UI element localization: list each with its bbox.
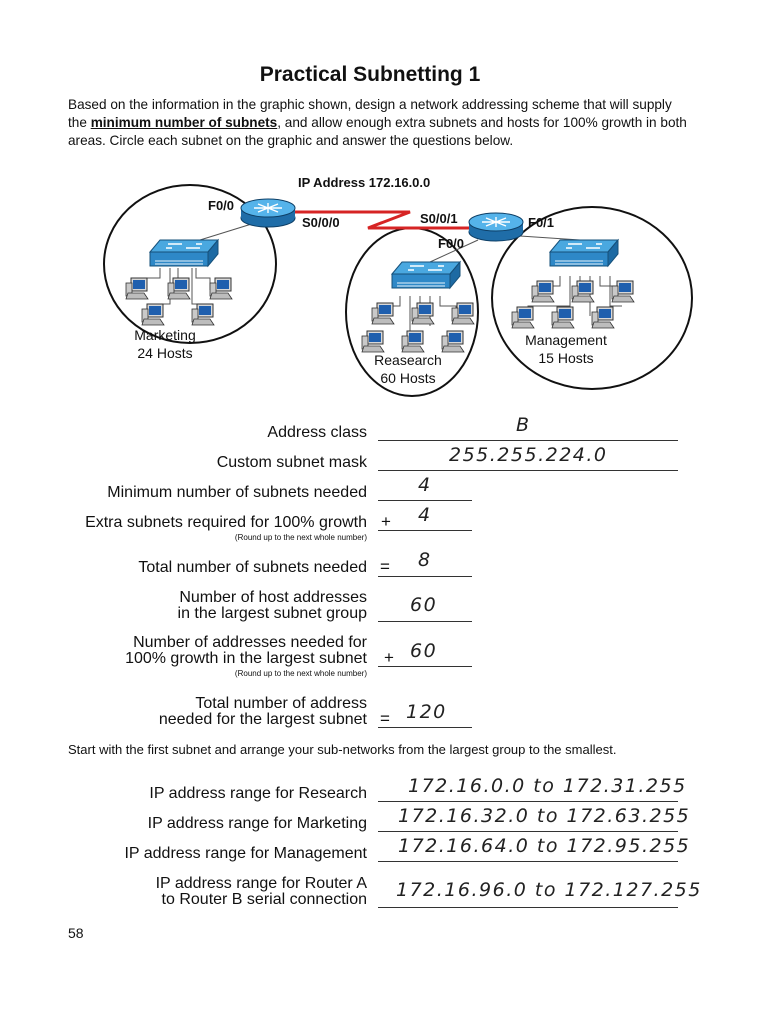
marketing-hosts-label: 24 Hosts <box>137 345 193 361</box>
page-number: 58 <box>68 925 84 941</box>
address-class-label: Address class <box>267 424 367 441</box>
host-addresses-line <box>378 621 472 622</box>
marketing-range-label: IP address range for Marketing <box>147 815 367 832</box>
router-a-s0-label: S0/0/0 <box>302 215 340 230</box>
min-subnets-label: Minimum number of subnets needed <box>107 484 367 501</box>
custom-mask-line <box>378 470 678 471</box>
page-title: Practical Subnetting 1 <box>259 63 481 86</box>
marketing-range-line <box>378 831 678 832</box>
total-addresses-sign: = <box>380 709 390 728</box>
research-pc-icons <box>362 303 474 352</box>
router-a-icon <box>241 199 295 227</box>
extra-subnets-sign: + <box>381 512 391 531</box>
total-addresses-label-line2: needed for the largest subnet <box>158 711 367 728</box>
router-range-answer: 172.16.96.0 to 172.127.255 <box>396 879 702 901</box>
management-switch-icon <box>550 240 618 266</box>
router-range-label-line1: IP address range for Router A <box>155 875 367 892</box>
host-addresses-answer: 60 <box>410 594 438 616</box>
custom-mask-label: Custom subnet mask <box>216 454 367 471</box>
intro-text-end: , and allow enough extra subnets and hosts for 100% growth in both areas. Circle each subnet on the graphic and answer the questions below. <box>68 115 687 148</box>
management-range-label: IP address range for Management <box>124 845 367 862</box>
router-range-label-line2: to Router B serial connection <box>161 891 367 908</box>
extra-subnets-answer: 4 <box>418 504 432 526</box>
management-pc-icons <box>512 281 634 328</box>
total-addresses-answer: 120 <box>406 701 447 723</box>
marketing-switch-icon <box>150 240 218 266</box>
router-b-s0-label: S0/0/1 <box>420 211 458 226</box>
total-subnets-line <box>378 576 472 577</box>
host-addresses-label-line2: in the largest subnet group <box>177 605 367 622</box>
growth-addresses-line <box>378 666 472 667</box>
growth-addresses-sign: + <box>384 648 394 667</box>
extra-subnets-label: Extra subnets required for 100% growth <box>85 514 367 531</box>
management-name-label: Management <box>525 332 607 348</box>
growth-addresses-label-line2: 100% growth in the largest subnet <box>125 650 367 667</box>
management-range-answer: 172.16.64.0 to 172.95.255 <box>398 835 691 857</box>
management-range-line <box>378 861 678 862</box>
start-instruction: Start with the first subnet and arrange your sub-networks from the largest group to the smallest. <box>68 742 617 757</box>
growth-addresses-label-line1: Number of addresses needed for <box>133 634 367 651</box>
intro-emphasis: minimum number of subnets <box>90 115 278 130</box>
marketing-name-label: Marketing <box>134 327 196 343</box>
total-addresses-line <box>378 727 472 728</box>
total-addresses-label-line1: Total number of address <box>195 695 367 712</box>
intro-paragraph <box>68 96 688 150</box>
min-subnets-line <box>378 500 472 501</box>
network-diagram <box>0 168 768 398</box>
router-range-line <box>378 907 678 908</box>
router-b-f0-label: F0/0 <box>438 236 465 251</box>
min-subnets-answer: 4 <box>418 474 432 496</box>
total-subnets-answer: 8 <box>418 549 432 571</box>
router-b-f1-label: F0/1 <box>528 215 555 230</box>
marketing-range-answer: 172.16.32.0 to 172.63.255 <box>398 805 691 827</box>
management-hosts-label: 15 Hosts <box>538 350 594 366</box>
research-switch-icon <box>392 262 460 288</box>
research-range-answer: 172.16.0.0 to 172.31.255 <box>408 775 687 797</box>
total-subnets-label: Total number of subnets needed <box>138 559 367 576</box>
router-a-f0-label: F0/0 <box>208 198 235 213</box>
ip-address-label: IP Address 172.16.0.0 <box>298 175 431 190</box>
research-range-label: IP address range for Research <box>149 785 367 802</box>
custom-mask-answer: 255.255.224.0 <box>449 444 608 466</box>
router-b-icon <box>469 213 523 241</box>
marketing-pc-icons <box>126 278 232 325</box>
growth-addresses-answer: 60 <box>410 640 438 662</box>
address-class-answer: B <box>516 414 531 436</box>
extra-subnets-line <box>378 530 472 531</box>
extra-subnets-note: (Round up to the next whole number) <box>234 533 367 542</box>
research-range-line <box>378 801 678 802</box>
research-name-label: Reasearch <box>374 352 442 368</box>
address-class-line <box>378 440 678 441</box>
research-hosts-label: 60 Hosts <box>380 370 436 386</box>
growth-addresses-note: (Round up to the next whole number) <box>234 669 367 678</box>
total-subnets-sign: = <box>380 557 390 576</box>
intro-text-start: Based on the information in the graphic shown, design a network addressing scheme that will supply the <box>68 97 672 130</box>
host-addresses-label-line1: Number of host addresses <box>179 589 367 606</box>
